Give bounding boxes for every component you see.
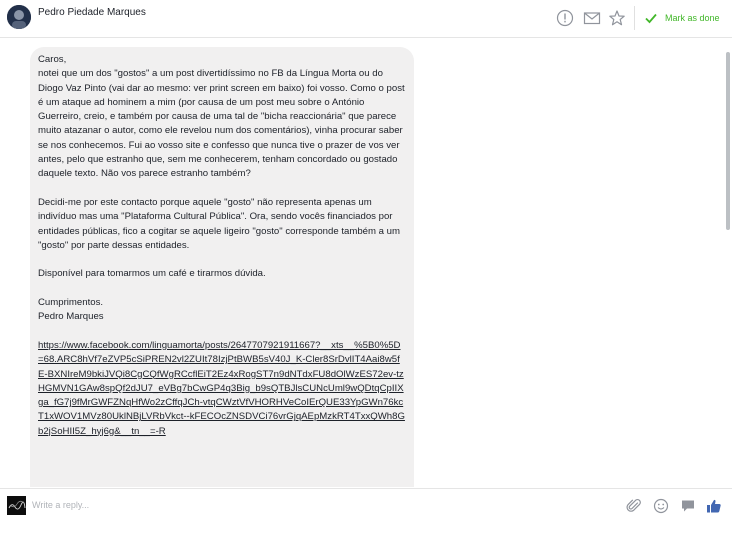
message-paragraph: Cumprimentos. Pedro Marques xyxy=(38,297,104,323)
checkmark-icon xyxy=(644,11,658,25)
envelope-icon[interactable] xyxy=(583,9,601,27)
scrollbar-thumb[interactable] xyxy=(726,52,730,230)
emoji-icon[interactable] xyxy=(653,498,669,514)
scrollbar[interactable] xyxy=(724,48,732,488)
sticker-icon[interactable] xyxy=(680,498,696,514)
user-avatar xyxy=(7,496,26,515)
message-paragraph: Decidi-me por este contacto porque aquele "gosto" não representa apenas um indivíduo mas uma "Plataforma Cultural Pública". Ora, sendo vocês financiados por entidades públicas, fico a cogitar se aquele ligeiro "gosto" corresponde também a um "gosto" por parte dessas entidades. xyxy=(38,196,403,251)
conversation-header xyxy=(0,0,732,38)
mark-as-done-label: Mark as done xyxy=(665,13,720,23)
facebook-post-link[interactable]: https://www.facebook.com/linguamorta/posts/2647707921911667?__xts__%5B0%5D=68.ARC8hVf7eZVP5cSiPREN2vl2ZUIt78IzjPtBWB5sV40J_K-Cler8SrDvlIT4Aai8w5fE-BXNIreM9bkiJVQi8CgCQfWgRCcflEiT2Ez4xRogST7n9dNTdxFU8dOlWzES72ev-tzHGMVN1GAw8spQf2dJU7_eVBg7bCwGP4q3Big_b9sQTBJlsCUNcUml9wQDtqCpIIXga_fG7j9fMrGWFZNqHfWo2zCffqJCh-vtqCWztVfVHORHVeCoIErQUE33YpGWn76kcT1xWOV1MVz80UklNBjLVRbVkct--kFECOcZNSDVCi76vrGjqAEpMzkRT4TxxQWh8Gb2jSoHII5Z_hyj6g&__tn__=-R xyxy=(38,339,405,437)
reply-composer xyxy=(0,488,732,521)
reply-input[interactable] xyxy=(32,497,592,513)
sender-name[interactable]: Pedro Piedade Marques xyxy=(38,7,146,18)
message-paragraph: Disponível para tomarmos um café e tirarmos dúvida. xyxy=(38,268,266,280)
sender-avatar[interactable] xyxy=(7,5,31,29)
mark-as-done-button[interactable] xyxy=(644,9,720,27)
header-divider xyxy=(634,6,635,30)
info-icon[interactable] xyxy=(556,9,574,27)
thumbs-up-icon[interactable] xyxy=(706,498,722,514)
message-paragraph: Caros, notei que um dos "gostos" a um post divertidíssimo no FB da Língua Morta ou do Diogo Vaz Pinto (vai dar ao mesmo: ver print screen em baixo) foi vosso. Como o post é um ataque ad hominem a mim (por causa de um post meu sobre o António Guerreiro, creio, e também por causa de uma tal de "bicha reaccionária" que parece muito atazanar o autor, como ele revelou num dos comentários), vinha procurar saber se nos conhecemos. Fui ao vosso site e confesso que nunca tive o prazer de vos ver antes, pelo que estranho que, sem me conhecerem, tenham concordado ou gostado daquele texto. Não vos parece estranho também? xyxy=(38,54,405,180)
message-thread[interactable] xyxy=(0,39,732,487)
attachment-icon[interactable] xyxy=(626,498,642,514)
star-icon[interactable] xyxy=(608,9,626,27)
message-bubble xyxy=(30,47,414,487)
